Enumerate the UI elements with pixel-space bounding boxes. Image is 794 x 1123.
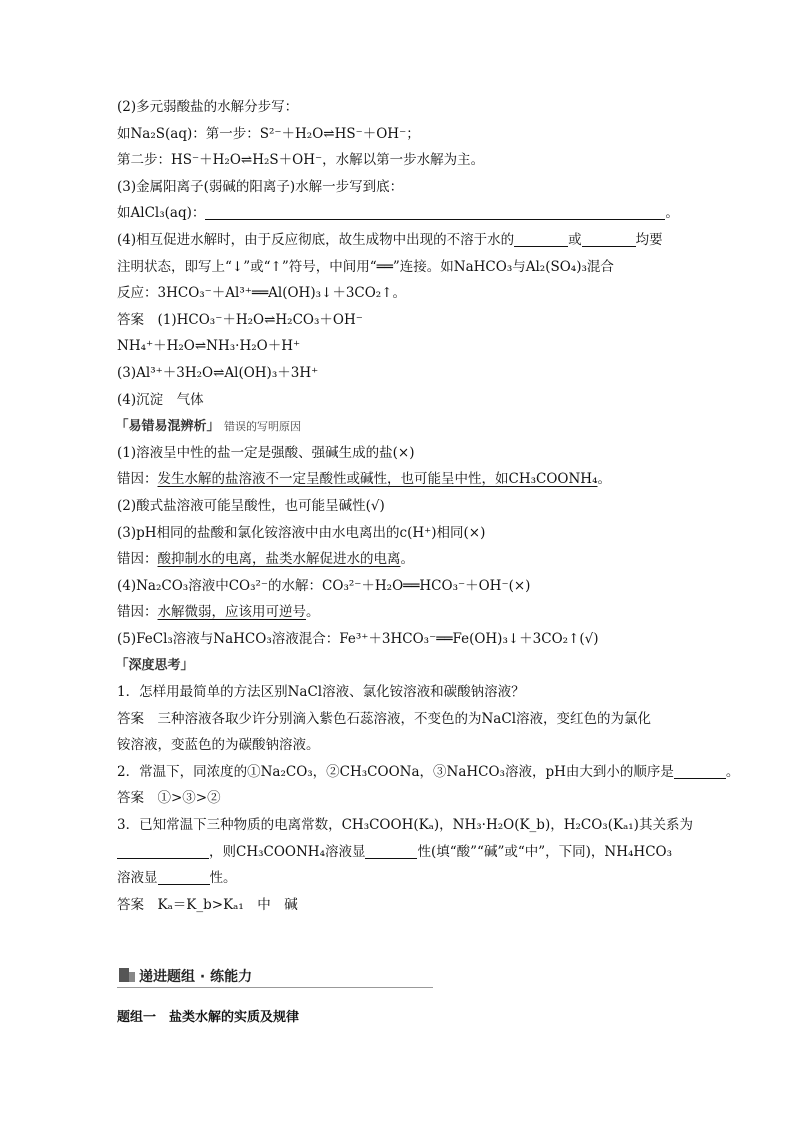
text-fragment: 性。	[209, 870, 237, 887]
text-fragment: 2．常温下，同浓度的①Na₂CO₃，②CH₃COONa，③NaHCO₃溶液，pH由大到小的顺序是	[117, 763, 674, 780]
section-heading-label	[115, 413, 301, 441]
answer-blank	[514, 230, 568, 247]
error-item: (3)pH相同的盐酸和氯化铵溶液中由水电离出的c(H⁺)相同(×)	[117, 524, 486, 541]
text-fragment: 均要	[635, 231, 663, 248]
section-heading	[117, 413, 687, 440]
text-fragment: 如AlCl₃(aq)：	[117, 205, 206, 222]
answer-blank	[674, 762, 726, 779]
bookmark-icon	[119, 968, 129, 982]
question	[117, 839, 687, 866]
section-heading	[117, 652, 687, 679]
answer-line: 答案 ①>③>②	[117, 790, 221, 807]
text-fragment: (4)相互促进水解时，由于反应彻底，故生成物中出现的不溶于水的	[117, 231, 515, 248]
text-line: 注明状态，即写上“↓”或“↑”符号，中间用“══”连接。如NaHCO₃与Al₂(SO₄)₃混合	[117, 258, 614, 275]
reason-text: 水解微弱，应该用可逆号	[157, 604, 306, 621]
answer-blank	[205, 203, 665, 220]
bracket-icon: 」	[180, 657, 195, 674]
text-line: (2)多元弱酸盐的水解分步写：	[117, 99, 299, 115]
error-reason	[117, 466, 687, 493]
text-fragment: 。	[597, 471, 611, 488]
group-title: 题组一 盐类水解的实质及规律	[117, 1010, 300, 1025]
divider	[117, 987, 433, 988]
text-fragment: 。	[400, 551, 414, 568]
text-fragment: ，则CH₃COONH₄溶液显	[209, 843, 366, 860]
bookmark-icon	[129, 972, 135, 982]
error-item: (2)酸式盐溶液可能呈酸性，也可能呈碱性(√)	[117, 497, 385, 514]
reason-label: 错因：	[117, 471, 158, 488]
text-fragment: 或	[568, 231, 582, 248]
reason-text: 发生水解的盐溶液不一定呈酸性或碱性，也可能呈中性，如CH₃COONH₄	[157, 471, 598, 488]
answer-line: NH₄⁺＋H₂O⇌NH₃·H₂O＋H⁺	[117, 338, 301, 355]
answer-line: (3)Al³⁺＋3H₂O⇌Al(OH)₃＋3H⁺	[117, 364, 319, 381]
text-fragment: 溶液显	[117, 870, 158, 887]
text-line: (3)金属阳离子(弱碱的阳离子)水解一步写到底：	[117, 178, 404, 195]
error-reason	[117, 599, 687, 626]
text-fragment: 。	[306, 604, 320, 621]
answer-line: (4)沉淀 气体	[117, 391, 204, 408]
reason-label: 错因：	[117, 551, 158, 568]
error-item: (1)溶液呈中性的盐一定是强酸、强碱生成的盐(×)	[117, 444, 415, 461]
question: 1．怎样用最简单的方法区别NaCl溶液、氯化铵溶液和碳酸钠溶液？	[117, 684, 525, 701]
error-item: (4)Na₂CO₃溶液中CO₃²⁻的水解：CO₃²⁻＋H₂O══HCO₃⁻＋OH⁻(×)	[117, 577, 531, 594]
text-fragment: 。	[665, 205, 679, 222]
answer-blank	[365, 842, 417, 859]
section-title: 深度思考	[128, 658, 181, 674]
text-line	[117, 200, 687, 227]
error-reason	[117, 546, 687, 573]
text-line: 如Na₂S(aq)：第一步：S²⁻＋H₂O⇌HS⁻＋OH⁻；	[117, 125, 420, 142]
question: 3．已知常温下三种物质的电离常数，CH₃COOH(Kₐ)，NH₃·H₂O(K_b)，H₂CO₃(Kₐ₁)其关系为	[117, 817, 693, 834]
answer-blank	[158, 868, 210, 885]
section-heading-label	[115, 652, 194, 680]
bracket-icon: 「	[115, 418, 129, 435]
section-subtitle: 错误的写明原因	[224, 420, 302, 434]
text-fragment: 性(填“酸”“碱”或“中”，下同)，NH₄HCO₃	[417, 843, 673, 860]
section-title: 递进题组 · 练能力	[139, 969, 253, 985]
reason-text: 酸抑制水的电离，盐类水解促进水的电离	[157, 551, 401, 568]
answer-blank	[117, 842, 209, 859]
question	[117, 759, 740, 786]
answer-line: 答案 三种溶液各取少许分别滴入紫色石蕊溶液，不变色的为NaCl溶液，变红色的为氯化	[117, 710, 652, 727]
error-item: (5)FeCl₃溶液与NaHCO₃溶液混合：Fe³⁺＋3HCO₃⁻══Fe(OH)₃↓＋3CO₂↑(√)	[117, 630, 599, 647]
text-line	[117, 227, 687, 254]
text-fragment: 。	[725, 763, 740, 780]
section-title: 易错易混辨析	[128, 419, 207, 435]
text-line: 第二步：HS⁻＋H₂O⇌H₂S＋OH⁻，水解以第一步水解为主。	[117, 152, 485, 169]
bracket-icon: 「	[115, 657, 129, 674]
answer-line: 铵溶液，变蓝色的为碳酸钠溶液。	[117, 737, 320, 754]
practice-section-header	[117, 966, 433, 988]
answer-blank	[582, 230, 636, 247]
answer-line: 答案 (1)HCO₃⁻＋H₂O⇌H₂CO₃＋OH⁻	[117, 311, 363, 328]
question	[117, 865, 687, 892]
page-content	[115, 94, 740, 918]
reason-label: 错因：	[117, 604, 158, 621]
answer-line: 答案 Kₐ＝K_b>Kₐ₁ 中 碱	[117, 896, 298, 913]
bracket-icon: 」	[206, 418, 221, 435]
text-line: 反应：3HCO₃⁻＋Al³⁺══Al(OH)₃↓＋3CO₂↑。	[117, 285, 407, 302]
